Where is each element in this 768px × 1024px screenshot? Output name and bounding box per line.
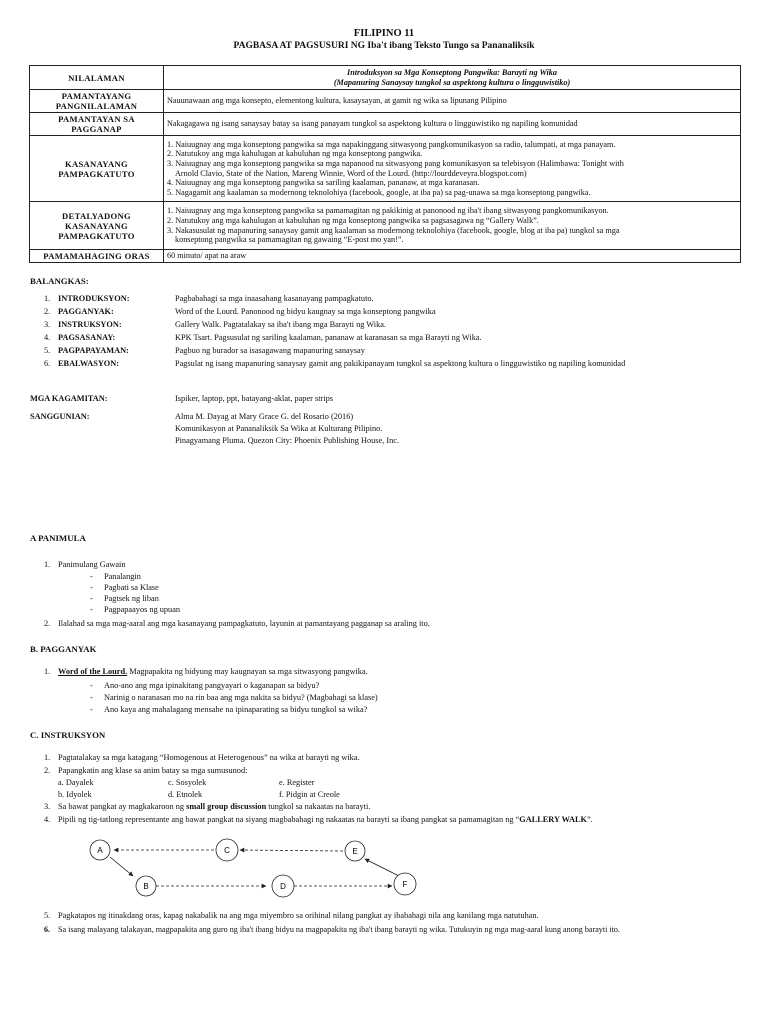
balangkas-label: INTRODUKSYON:: [58, 294, 130, 303]
balangkas-num: 5.: [44, 346, 51, 355]
pamantayang-pangnilalaman-label: PAMANTAYANG PANGNILALAMAN: [30, 90, 164, 113]
kasanayan-item: 1. Naiuugnay ang mga konseptong pangwika sa mga napakinggang sitwasyong pangkomunikasyon sa radio, talumpati, at mga panayam.: [167, 139, 616, 149]
kasanayan-item: 5. Nagagamit ang kaalaman sa modernong teknolohiya (facebook, google, at iba pa) sa pag-unawa sa mga konseptong pangwika.: [167, 187, 591, 197]
node-e-label: E: [352, 847, 358, 856]
kagamitan-value: Ispiker, laptop, ppt, batayang-aklat, paper strips: [175, 394, 333, 403]
lesson-info-table: [29, 65, 741, 263]
panimula-subitem: Pagpapaayos ng upuan: [104, 605, 181, 614]
node-a-label: A: [97, 846, 103, 855]
balangkas-num: 4.: [44, 333, 51, 342]
detalyado-item: 3. Nakasusulat ng mapanuring sanaysay gamit ang kaalaman sa modernong teknolohiya (facebook, google, blog at iba pa) tungkol sa mga: [167, 225, 620, 235]
detalyado-item: 2. Natutukoy ang mga kahulugan at kabuluhan ng mga konseptong pangwika sa pagsasagawa ng “Gallery Walk”.: [167, 215, 539, 225]
detalyadong-kasanayan-label: DETALYADONG KASANAYANG PAMPAGKATUTO: [30, 202, 164, 250]
arrow-a-to-b: [110, 857, 133, 876]
balangkas-num: 2.: [44, 307, 51, 316]
kagamitan-label: MGA KAGAMITAN:: [30, 394, 108, 403]
barayti-option: f. Pidgin at Creole: [279, 790, 340, 799]
balangkas-num: 6.: [44, 359, 51, 368]
pagganyak-question: Ano-ano ang mga ipinakitang pangyayari o kaganapan sa bidyu?: [104, 681, 320, 690]
balangkas-value: Pagsulat ng isang mapanuring sanaysay gamit ang pakikipanayam tungkol sa aspektong kultura o lingguwistiko ng napiling komunidad: [175, 359, 626, 368]
sanggunian-line: Komunikasyon at Pananaliksik Sa Wika at Kulturang Pilipino.: [175, 424, 383, 433]
balangkas-value: Pagbabahagi sa mga inaasahang kasanayang pampagkatuto.: [175, 294, 374, 303]
balangkas-label: EBALWASYON:: [58, 359, 120, 368]
panimula-item: Ilalahad sa mga mag-aaral ang mga kasanayang pampagkatuto, layunin at pamantayang pagganap sa araling ito.: [58, 619, 430, 628]
gallery-walk-diagram: [80, 832, 440, 902]
panimula-subitem: Panalangin: [104, 572, 141, 581]
node-c-label: C: [224, 846, 230, 855]
pamantayang-pangnilalaman-value: Nauunawaan ang mga konsepto, elementong kultura, kasaysayan, at gamit ng wika sa lipunang Pilipino: [164, 90, 741, 113]
gallery-walk: GALLERY WALK: [519, 815, 587, 824]
pamamahaging-oras-value: 60 minuto/ apat na araw: [164, 250, 741, 263]
balangkas-value: Word of the Lourd. Panonood ng bidyu kaugnay sa mga konseptong pangwika: [175, 307, 436, 316]
pagganyak-lead: Word of the Lourd.: [58, 667, 128, 676]
pamantayan-sa-pagganap-label: PAMANTAYAN SA PAGGANAP: [30, 113, 164, 136]
panimula-item: Panimulang Gawain: [58, 560, 126, 569]
nilalaman-line2: (Mapanuring Sanaysay tungkol sa aspektong kultura o lingguwistiko): [333, 77, 571, 87]
instruksyon-item: Sa bawat pangkat ay magkakaroon ng: [58, 802, 187, 811]
kasanayan-item: 4. Naiuugnay ang mga konseptong pangwika sa sariling kaalaman, pananaw, at mga karanasan.: [167, 178, 480, 188]
pagganyak-title: B. PAGGANYAK: [30, 644, 97, 654]
document-title: FILIPINO 11: [353, 28, 415, 39]
instruksyon-item: Pipili ng tig-tatlong representante ang bawat pangkat na siyang magbabahagi ng nakaatas na barayti sa ibang pangkat sa pamamagitan ng “: [58, 815, 520, 824]
detalyado-item: konseptong pangwika sa pamamagitan ng gawaing “E-post mo yan!”.: [175, 235, 404, 245]
sanggunian-line: Pinagyamang Pluma. Quezon City: Phoenix Publishing House, Inc.: [175, 436, 399, 445]
instruksyon-item: Pagtatalakay sa mga katagang “Homogenous at Heterogenous” na wika at barayti ng wika.: [58, 753, 360, 762]
balangkas-value: Pagbuo ng burador sa isasagawang mapanuring sanaysay: [175, 346, 365, 355]
pagganyak-question: Ano kaya ang mahalagang mensahe na ipinaparating sa bidyu tungkol sa wika?: [104, 705, 368, 714]
barayti-option: e. Register: [279, 778, 315, 787]
balangkas-label: PAGSASANAY:: [58, 333, 116, 342]
panimula-title: A PANIMULA: [30, 533, 86, 543]
kasanayang-pampagkatuto-label: KASANAYANG PAMPAGKATUTO: [30, 136, 164, 202]
instruksyon-title: C. INSTRUKSYON: [30, 730, 106, 740]
barayti-option: b. Idyolek: [58, 790, 92, 799]
detalyado-item: 1. Naiuugnay ang mga konseptong pangwika sa pamamagitan ng pakikinig at panonood ng iba't ibang sitwasyong pangkomunikasyon.: [167, 206, 609, 216]
balangkas-value: Gallery Walk. Pagtatalakay sa iba't ibang mga Barayti ng Wika.: [175, 320, 387, 329]
kasanayan-item: 3. Naiuugnay ang mga konseptong pangwika sa mga napanood na sitwasyong pang komunikasyon sa telebisyon (Halimbawa: Tonight with: [167, 158, 624, 168]
instruksyon-item: Pagkatapos ng itinakdang oras, kapag nakabalik na ang mga miyembro sa orihinal nilang pangkat ay ibabahagi nila ang kanilang mga natutuhan.: [58, 911, 539, 920]
pagganyak-question: Narinig o naranasan mo na rin baa ang mga nakita sa bidyu? (Magbahagi sa klase): [104, 693, 378, 702]
sanggunian-line: Alma M. Dayag at Mary Grace G. del Rosario (2016): [175, 412, 354, 421]
arrow-f-to-e: [365, 859, 399, 876]
panimula-subitem: Pagtsek ng liban: [104, 594, 159, 603]
instruksyon-item: Sa isang malayang talakayan, magpapakita ang guro ng iba't ibang bidyu na magpapakita ng iba't ibang barayti ng wika. Tutukuyin ng mga mag-aaral kung anong barayti ito.: [58, 925, 620, 934]
kasanayan-item: Arnold Clavio, State of the Nation, Mareng Winnie, Word of the Lourd. (http://lourddeveyra.blogspot.com): [175, 168, 527, 178]
node-b-label: B: [143, 882, 149, 891]
lesson-plan-page: FILIPINO 11 PAGBASA AT PAGSUSURI NG Iba't ibang Teksto Tungo sa Pananaliksik NILALAMAN Introduksyon sa Mga Konseptong Pangwika: Barayti ng Wika (Mapanuring Sanaysay tungkol sa aspektong kultura o lingguwistiko) PAMANTAYANG PANGNILALAMAN Nauunawaan ang mga konsepto, elementong kultura, kasaysayan, at gamit ng wika sa lipunang Pilipino PAMANTAYAN SA PAGGANAP Nakagagawa ng isang sanaysay batay sa isang panayam tungkol sa aspektong kultura o lingguwistiko ng napiling komunidad KASANAYANG PAMPAGKATUTO 1. Naiuugnay ang mga konseptong pangwika sa mga napakinggang sitwasyong pangkomunikasyon sa radio, talumpati, at mga panayam. 2. Natutukoy ang mga kahulugan at kabuluhan ng mga konseptong pangwika. 3. Naiuugnay ang mga konseptong pangwika sa mga napanood na sitwasyong pang komunikasyon sa telebisyon (Halimbawa: Tonight with Arnold Clavio, State of the Nation, Mareng Winnie, Word of the Lourd. (http://lourddeveyra.blogspot.com) 4. Naiuugnay ang mga konseptong pangwika sa sariling kaalaman, pananaw, at mga karanasan. 5. Nagagamit ang kaalaman sa modernong teknolohiya (facebook, google, at iba pa) sa pag-unawa sa mga konseptong pangwika. DETALYADONG KASANAYANG PAMPAGKATUTO 1. Naiuugnay ang mga konseptong pangwika sa pamamagitan ng pakikinig at panonood ng iba't ibang sitwasyong pangkomunikasyon. 2. Natutukoy ang mga kahulugan at kabuluhan ng mga konseptong pangwika sa pagsasagawa ng “Gallery Walk”. 3. Nakasusulat ng mapanuring sanaysay gamit ang kaalaman sa modernong teknolohiya (facebook, google, blog at iba pa) tungkol sa mga konseptong pangwika sa pamamagitan ng gawaing “E-post mo yan!”. PAMAMAHAGING ORAS 60 minuto/ apat na araw BALANGKAS: 1. INTRODUKSYON: Pagbabahagi sa mga inaasahang kasanayang pampagkatuto. 2. PAGGANYAK: Word of the Lourd. Panonood ng bidyu kaugnay sa mga konseptong pangwika 3. INSTRUKSYON: Gallery Walk. Pagtatalakay sa iba't ibang mga Barayti ng Wika. 4. PAGSASANAY: KPK Tsart. Pagsusulat ng sariling kaalaman, pananaw at karanasan sa mga Barayti ng Wika. 5. PAGPAPAYAMAN: Pagbuo ng burador sa isasagawang mapanuring sanaysay 6. EBALWASYON: Pagsulat ng isang mapanuring sanaysay gamit ang pakikipanayam tungkol sa aspektong kultura o lingguwistiko ng napiling komunidad MGA KAGAMITAN: Ispiker, laptop, ppt, batayang-aklat, paper strips SANGGUNIAN: Alma M. Dayag at Mary Grace G. del Rosario (2016) Komunikasyon at Pananaliksik Sa Wika at Kulturang Pilipino. Pinagyamang Pluma. Quezon City: Phoenix Publishing House, Inc. A PANIMULA 1. Panimulang Gawain - Panalangin - Pagbati sa Klase - Pagtsek ng liban - Pagpapaayos ng upuan 2. Ilalahad sa mga mag-aaral ang mga kasanayang pampagkatuto, layunin at pamantayang pagganap sa araling ito. B. PAGGANYAK 1. Word of the Lourd. Magpapakita ng bidyung may kaugnayan sa mga sitwasyong pangwika. - Ano-ano ang mga ipinakitang pangyayari o kaganapan sa bidyu? - Narinig o naranasan mo na rin baa ang mga nakita sa bidyu? (Magbahagi sa klase) - Ano kaya ang mahalagang mensahe na ipinaparating sa bidyu tungkol sa wika? C. INSTRUKSYON 1. Pagtatalakay sa mga katagang “Homogenous at Heterogenous” na wika at barayti ng wika. 2. Papangkatin ang klase sa anim batay sa mga sumusunod: a. Dayalek c. Sosyolek e. Register b. Idyolek d. Etnolek f. Pidgin at Creole 3. Sa bawat pangkat ay magkakaroon ng small group discussion tungkol sa nakaatas na barayti. 4. Pipili ng tig-tatlong representante ang bawat pangkat na siyang magbabahagi ng nakaatas na barayti sa ibang pangkat sa pamamagitan ng “GALLERY WALK”. A B C D E F 5. Pagkatapos ng itinakdang oras, kapag nakabalik na ang mga miyembro sa orihinal nilang pangkat ay ibabahagi nila ang kanilang mga natutuhan. 6. Sa isang malayang talakayan, magpapakita ang guro ng iba't ibang bidyu na magpapakita ng iba't ibang barayti ng wika. Tutukuyin ng mga mag-aaral kung anong barayti ito.: [0, 0, 768, 1024]
pagganyak-text: Magpapakita ng bidyung may kaugnayan sa mga sitwasyong pangwika.: [127, 667, 368, 676]
arrow-e-to-c: [240, 850, 343, 851]
small-group-discussion: small group discussion: [186, 802, 267, 811]
balangkas-label: PAGPAPAYAMAN:: [58, 346, 129, 355]
barayti-option: c. Sosyolek: [168, 778, 207, 787]
balangkas-num: 1.: [44, 294, 51, 303]
document-subtitle: PAGBASA AT PAGSUSURI NG Iba't ibang Teksto Tungo sa Pananaliksik: [233, 41, 535, 51]
node-d-label: D: [280, 882, 286, 891]
barayti-option: d. Etnolek: [168, 790, 203, 799]
panimula-subitem: Pagbati sa Klase: [104, 583, 159, 592]
balangkas-value: KPK Tsart. Pagsusulat ng sariling kaalaman, pananaw at karanasan sa mga Barayti ng Wika.: [175, 333, 482, 342]
nilalaman-label: NILALAMAN: [30, 66, 164, 90]
balangkas-title: BALANGKAS:: [30, 276, 89, 286]
pamamahaging-oras-label: PAMAMAHAGING ORAS: [30, 250, 164, 263]
sanggunian-label: SANGGUNIAN:: [30, 412, 90, 421]
pamantayan-sa-pagganap-value: Nakagagawa ng isang sanaysay batay sa isang panayam tungkol sa aspektong kultura o lingguwistiko ng napiling komunidad: [164, 113, 741, 136]
barayti-option: a. Dayalek: [58, 778, 94, 787]
kasanayan-item: 2. Natutukoy ang mga kahulugan at kabuluhan ng mga konseptong pangwika.: [167, 149, 423, 159]
instruksyon-item: Papangkatin ang klase sa anim batay sa mga sumusunod:: [58, 766, 248, 775]
balangkas-num: 3.: [44, 320, 51, 329]
balangkas-label: PAGGANYAK:: [58, 307, 114, 316]
node-f-label: F: [402, 880, 408, 889]
balangkas-label: INSTRUKSYON:: [58, 320, 122, 329]
nilalaman-line1: Introduksyon sa Mga Konseptong Pangwika: Barayti ng Wika: [347, 67, 557, 77]
